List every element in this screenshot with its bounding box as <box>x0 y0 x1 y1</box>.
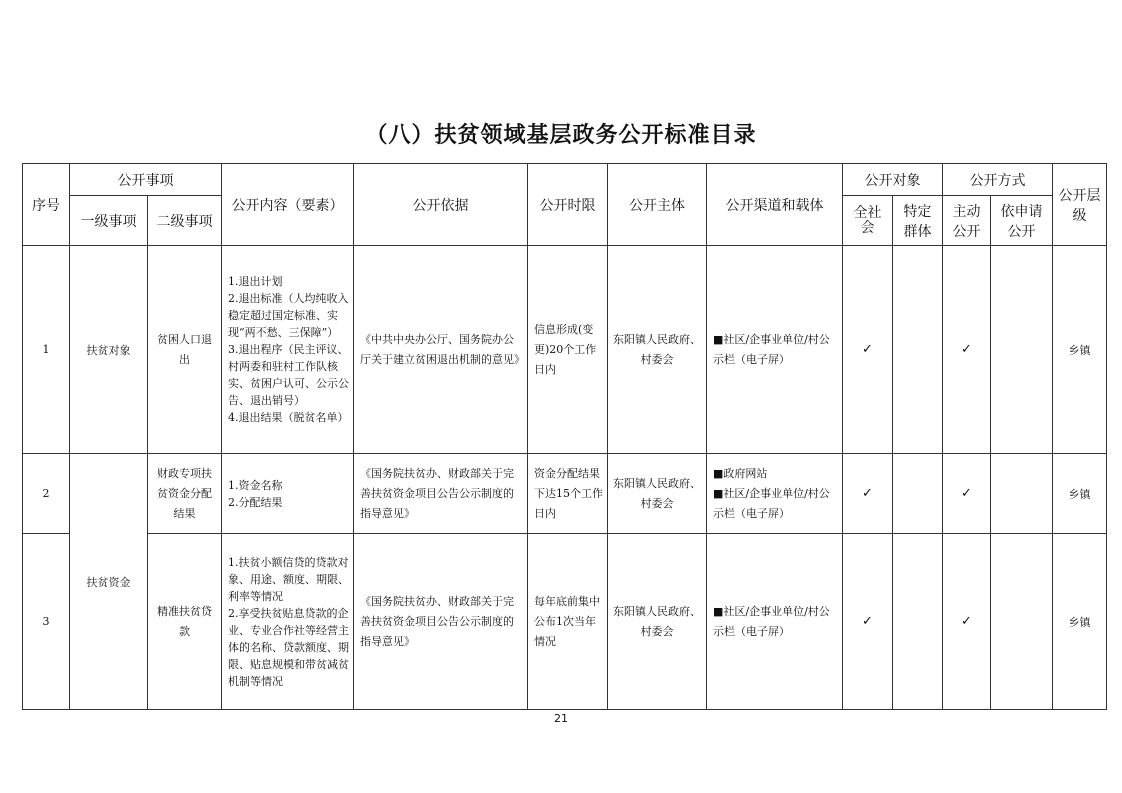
check-method-apply <box>991 246 1053 454</box>
channel-item: ■政府网站 <box>713 466 768 480</box>
check-method-apply <box>991 454 1053 534</box>
header-channel: 公开渠道和载体 <box>707 164 843 246</box>
header-method-active: 主动公开 <box>943 196 991 246</box>
page-number: 21 <box>554 712 568 725</box>
table-row <box>23 246 1107 454</box>
header-method-apply: 依申请公开 <box>991 196 1053 246</box>
row-level2: 贫困人口退出 <box>148 246 222 454</box>
catalog-table <box>22 163 1107 710</box>
check-method-apply <box>991 534 1053 710</box>
row-channel <box>707 454 843 534</box>
check-method-active: ✓ <box>943 454 991 534</box>
check-target-all: ✓ <box>843 246 893 454</box>
content-item: 3.退出程序（民主评议、村两委和驻村工作队核实、贫困户认可、公示公告、退出销号） <box>228 343 349 407</box>
row-content <box>222 454 354 534</box>
header-level1: 一级事项 <box>70 196 148 246</box>
row-subject: 东阳镇人民政府、村委会 <box>608 534 707 710</box>
check-target-all: ✓ <box>843 454 893 534</box>
page-title: （八）扶贫领域基层政务公开标准目录 <box>365 122 757 148</box>
channel-item: ■社区/企事业单位/村公示栏（电子屏） <box>713 332 830 366</box>
row-level: 乡镇 <box>1053 454 1107 534</box>
header-row-1 <box>23 164 1107 196</box>
content-item: 4.退出结果（脱贫名单） <box>228 411 349 424</box>
row-level1: 扶贫资金 <box>70 454 148 710</box>
header-method: 公开方式 <box>943 164 1053 196</box>
check-target-all: ✓ <box>843 534 893 710</box>
header-basis: 公开依据 <box>354 164 528 246</box>
header-matter: 公开事项 <box>70 164 222 196</box>
check-method-active: ✓ <box>943 534 991 710</box>
content-item: 1.扶贫小额信贷的贷款对象、用途、额度、期限、利率等情况 <box>228 555 349 603</box>
row-channel <box>707 534 843 710</box>
row-basis: 《中共中央办公厅、国务院办公厅关于建立贫困退出机制的意见》 <box>354 246 528 454</box>
header-seq: 序号 <box>23 164 70 246</box>
row-channel <box>707 246 843 454</box>
header-level2: 二级事项 <box>148 196 222 246</box>
header-subject: 公开主体 <box>608 164 707 246</box>
row-subject: 东阳镇人民政府、村委会 <box>608 246 707 454</box>
row-level: 乡镇 <box>1053 534 1107 710</box>
row-time: 每年底前集中公布1次当年情况 <box>528 534 608 710</box>
content-item: 1.退出计划 <box>228 275 283 288</box>
header-level: 公开层级 <box>1053 164 1107 246</box>
row-content <box>222 246 354 454</box>
content-item: 1.资金名称 <box>228 478 283 492</box>
row-seq: 3 <box>23 534 70 710</box>
row-level1: 扶贫对象 <box>70 246 148 454</box>
row-seq: 1 <box>23 246 70 454</box>
row-basis: 《国务院扶贫办、财政部关于完善扶贫资金项目公告公示制度的指导意见》 <box>354 534 528 710</box>
header-target: 公开对象 <box>843 164 943 196</box>
header-target-specific: 特定群体 <box>893 196 943 246</box>
check-target-specific <box>893 534 943 710</box>
content-item: 2.退出标准（人均纯收入稳定超过国定标准、实现“两不愁、三保障”） <box>228 292 349 339</box>
row-seq: 2 <box>23 454 70 534</box>
header-time: 公开时限 <box>528 164 608 246</box>
channel-item: ■社区/企事业单位/村公示栏（电子屏） <box>713 486 830 520</box>
row-level2: 财政专项扶贫资金分配结果 <box>148 454 222 534</box>
row-basis: 《国务院扶贫办、财政部关于完善扶贫资金项目公告公示制度的指导意见》 <box>354 454 528 534</box>
row-content <box>222 534 354 710</box>
check-target-specific <box>893 454 943 534</box>
table-row <box>23 454 1107 534</box>
content-item: 2.享受扶贫贴息贷款的企业、专业合作社等经营主体的名称、贷款额度、期限、贴息规模和带贫减贫机制等情况 <box>228 606 349 688</box>
row-time: 信息形成(变更)20个工作日内 <box>528 246 608 454</box>
check-method-active: ✓ <box>943 246 991 454</box>
check-target-specific <box>893 246 943 454</box>
header-content: 公开内容（要素） <box>222 164 354 246</box>
row-level2: 精准扶贫贷款 <box>148 534 222 710</box>
row-time: 资金分配结果下达15个工作日内 <box>528 454 608 534</box>
header-target-all: 全社会 <box>843 196 893 246</box>
row-level: 乡镇 <box>1053 246 1107 454</box>
table-row <box>23 534 1107 710</box>
row-subject: 东阳镇人民政府、村委会 <box>608 454 707 534</box>
channel-item: ■社区/企事业单位/村公示栏（电子屏） <box>713 604 830 638</box>
content-item: 2.分配结果 <box>228 495 283 509</box>
